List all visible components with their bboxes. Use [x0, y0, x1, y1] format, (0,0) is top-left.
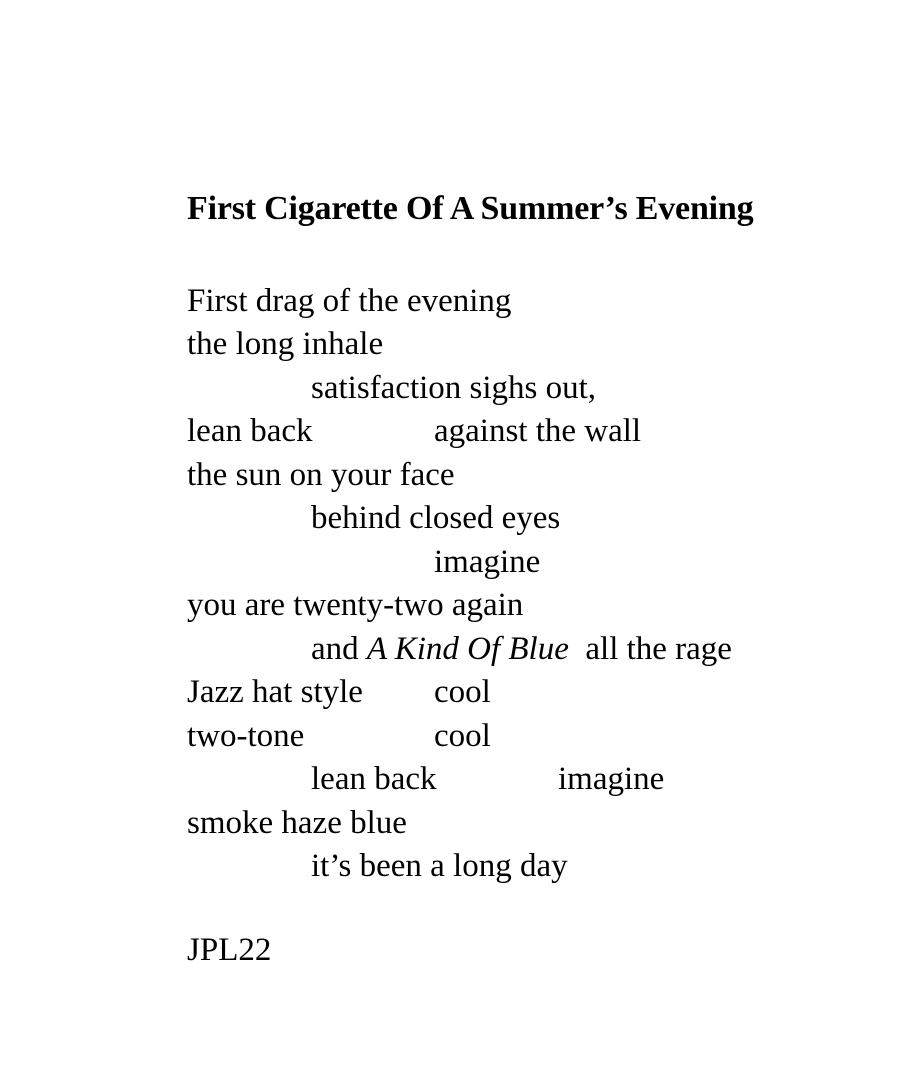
poem-line — [0, 670, 905, 714]
line-text: imagine — [558, 761, 665, 797]
line-text: lean back — [187, 413, 313, 449]
poem-line — [0, 453, 905, 497]
poem-line — [0, 409, 905, 453]
line-text: Jazz hat style — [187, 674, 363, 710]
line-text: First drag of the evening — [187, 283, 512, 319]
poem-line — [0, 496, 905, 540]
poem-line — [0, 366, 905, 410]
author-signature: JPL22 — [187, 932, 272, 968]
line-text: you are twenty-two again — [187, 587, 524, 623]
poem-line — [0, 627, 905, 671]
line-text: lean back — [311, 761, 437, 797]
line-text: two-tone — [187, 718, 305, 754]
line-text: imagine — [434, 544, 541, 580]
line-text — [311, 627, 732, 671]
line-text: smoke haze blue — [187, 805, 407, 841]
poem-line — [0, 583, 905, 627]
poem-line — [0, 322, 905, 366]
poem-line — [0, 757, 905, 801]
line-text-suffix: all the rage — [568, 631, 732, 667]
poem-line — [0, 279, 905, 323]
poem-line — [0, 714, 905, 758]
line-text: it’s been a long day — [311, 848, 568, 884]
poem-line — [0, 844, 905, 888]
poem-line — [0, 801, 905, 845]
line-text-prefix: and — [311, 631, 367, 667]
line-text: cool — [434, 718, 491, 754]
line-text: the long inhale — [187, 326, 384, 362]
poem-title: First Cigarette Of A Summer’s Evening — [187, 190, 754, 227]
line-text: cool — [434, 674, 491, 710]
line-text: the sun on your face — [187, 457, 455, 493]
poem-line — [0, 540, 905, 584]
line-text: satisfaction sighs out, — [311, 370, 597, 406]
line-text: behind closed eyes — [311, 500, 561, 536]
album-title-italic: A Kind Of Blue — [366, 631, 569, 667]
line-text: against the wall — [434, 413, 642, 449]
